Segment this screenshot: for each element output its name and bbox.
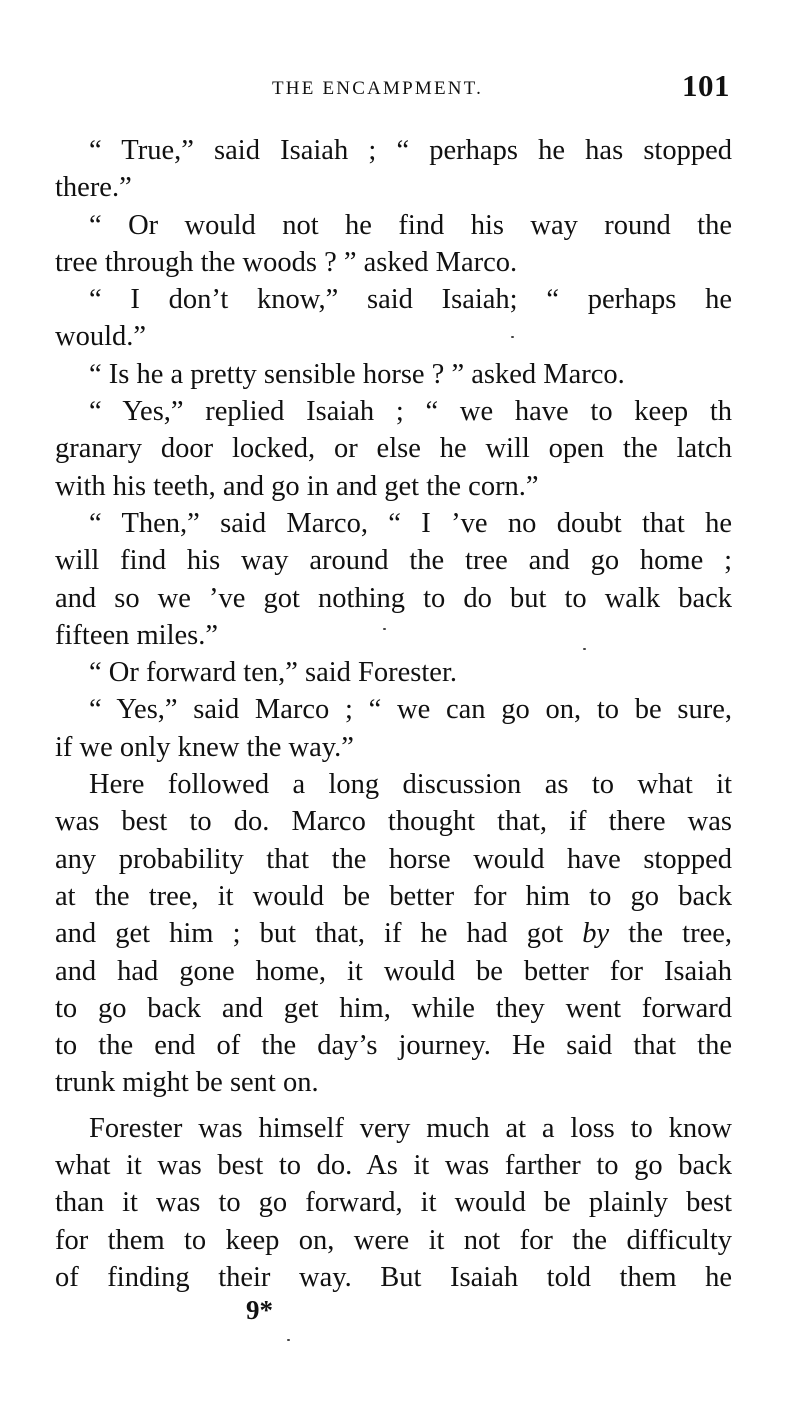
running-head <box>0 68 797 108</box>
text-line: what it was best to do. As it was farther to go back <box>55 1150 732 1182</box>
running-title: THE ENCAMPMENT. <box>272 78 484 99</box>
text-line: “ Then,” said Marco, “ I ’ve no doubt that he <box>89 507 732 539</box>
text-line: there.” <box>55 172 132 204</box>
text-line: to the end of the day’s journey. He said that the <box>55 1030 732 1062</box>
text-line: tree through the woods ? ” asked Marco. <box>55 246 518 278</box>
ink-speck <box>511 336 514 338</box>
signature-mark: 9* <box>246 1295 273 1325</box>
text-line: and had gone home, it would be better for Isaiah <box>55 955 732 987</box>
text-line: “ True,” said Isaiah ; “ perhaps he has stopped <box>89 135 732 166</box>
text-line: with his teeth, and go in and get the corn.” <box>55 470 539 502</box>
text-line: for them to keep on, were it not for the difficulty <box>55 1224 732 1256</box>
page-number: 101 <box>682 68 730 103</box>
text-line: “ Or would not he find his way round the <box>89 209 732 241</box>
text-line: trunk might be sent on. <box>55 1067 319 1099</box>
text-line: to go back and get him, while they went forward <box>55 992 732 1024</box>
text-line: if we only knew the way.” <box>55 731 354 763</box>
text-line: than it was to go forward, it would be plainly best <box>55 1187 732 1219</box>
ink-speck <box>383 628 386 630</box>
text-line: “ Or forward ten,” said Forester. <box>89 657 457 689</box>
text-line: “ Yes,” said Marco ; “ we can go on, to be sure, <box>89 694 732 726</box>
ink-speck <box>287 1339 290 1341</box>
text-line: would.” <box>55 321 147 353</box>
text-line: “ I don’t know,” said Isaiah; “ perhaps he <box>89 284 732 316</box>
body-text <box>55 132 732 1296</box>
text-line: will find his way around the tree and go home ; <box>55 545 732 577</box>
text-line: and get him ; but that, if he had got by the tree, <box>55 918 732 950</box>
text-line: of finding their way. But Isaiah told them he <box>55 1261 732 1293</box>
text-line: “ Is he a pretty sensible horse ? ” asked Marco. <box>89 358 625 390</box>
text-line: was best to do. Marco thought that, if there was <box>55 806 732 838</box>
text-line: granary door locked, or else he will open the latch <box>55 433 732 465</box>
text-line: fifteen miles.” <box>55 619 219 651</box>
paragraph-gap <box>55 1102 732 1110</box>
text-line: Forester was himself very much at a loss to know <box>89 1112 732 1144</box>
text-line: Here followed a long discussion as to what it <box>89 769 732 801</box>
ink-speck <box>583 648 586 650</box>
text-line: at the tree, it would be better for him to go back <box>55 880 732 912</box>
text-line: any probability that the horse would have stopped <box>55 843 732 875</box>
text-line: “ Yes,” replied Isaiah ; “ we have to keep th <box>89 396 732 428</box>
text-line: and so we ’ve got nothing to do but to walk back <box>55 582 732 614</box>
